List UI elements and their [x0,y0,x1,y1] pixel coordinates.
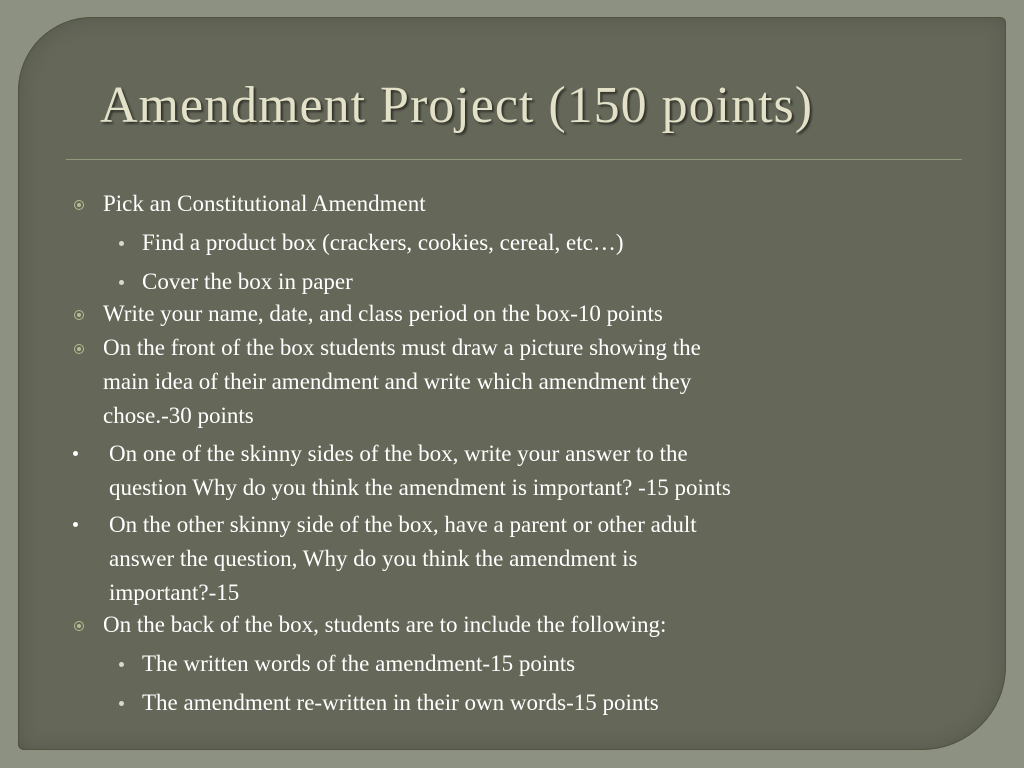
target-bullet-icon [74,344,84,354]
bullet-text: Pick an Constitutional Amendment [103,191,426,216]
dot-bullet-icon [119,701,124,706]
sub-bullet-text: The amendment re-written in their own words-15 points [142,690,659,715]
bullet-text [103,331,701,433]
bullet-text: On the back of the box, students are to include the following: [103,612,667,637]
sub-bullet-text: The written words of the amendment-15 points [142,651,576,676]
bullet-text [109,508,697,610]
dot-bullet-icon [119,280,124,285]
dot-bullet-icon [73,451,78,456]
target-bullet-icon [74,621,84,631]
title-divider [66,159,962,160]
bullet-line: answer the question, Why do you think the amendment is [109,546,638,571]
bullet-line: On one of the skinny sides of the box, write your answer to the [109,441,688,466]
bullet-line: chose.-30 points [103,403,254,428]
slide [18,17,1006,750]
dot-bullet-icon [119,241,124,246]
bullet-text [109,437,731,505]
target-bullet-icon [74,310,84,320]
target-bullet-icon [74,200,84,210]
dot-bullet-icon [73,522,78,527]
sub-bullet-text: Cover the box in paper [142,269,353,294]
dot-bullet-icon [119,662,124,667]
slide-title: Amendment Project (150 points) [100,77,814,134]
bullet-line: On the other skinny side of the box, have a parent or other adult [109,512,697,537]
bullet-line: question Why do you think the amendment is important? -15 points [109,475,731,500]
bullet-text: Write your name, date, and class period on the box-10 points [103,301,663,326]
sub-bullet-text: Find a product box (crackers, cookies, cereal, etc…) [142,230,624,255]
bullet-line: main idea of their amendment and write which amendment they [103,369,692,394]
bullet-line: On the front of the box students must draw a picture showing the [103,335,701,360]
bullet-line: important?-15 [109,580,240,605]
